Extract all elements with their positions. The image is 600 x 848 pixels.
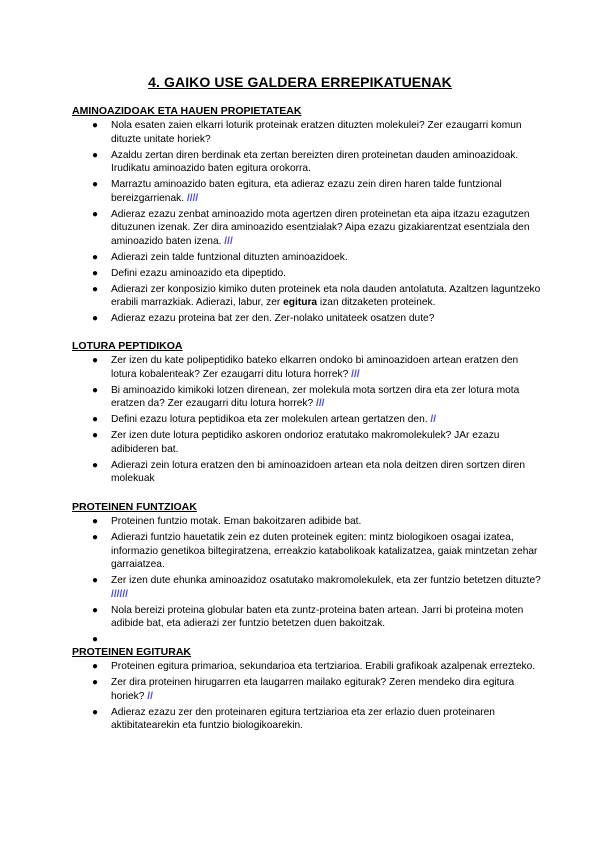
- section-lotura-peptidikoa: [72, 339, 542, 488]
- bold-term: egitura: [283, 297, 318, 309]
- bullet-icon: ●: [92, 267, 99, 279]
- question-list: [72, 119, 542, 326]
- bullet-icon: ●: [92, 604, 99, 616]
- list-item: [92, 706, 542, 733]
- question-text: Zer izen du kate polipeptidiko bateko elkarren ondoko bi aminoazidoen artean eratzen den lotura kobalenteak? Zer ezaugarri ditu lotura horrek?: [111, 355, 519, 380]
- list-item: [92, 515, 542, 529]
- list-item: [92, 149, 542, 176]
- question-text: Zer dira proteinen hirugarren eta laugarren mailako egiturak? Zeren mendeko dira egitura horiek?: [111, 676, 515, 702]
- frequency-mark: ///: [224, 235, 233, 247]
- bullet-icon: ●: [92, 414, 99, 426]
- list-item: [92, 413, 542, 427]
- section-heading: PROTEINEN FUNTZIOAK: [72, 501, 197, 513]
- bullet-icon: ●: [92, 355, 99, 366]
- frequency-mark: //: [147, 690, 153, 702]
- list-item: [92, 251, 542, 265]
- list-item: [92, 178, 542, 205]
- bullet-icon: ●: [92, 459, 99, 471]
- list-item: [92, 531, 542, 572]
- question-text: Proteinen funtzio motak. Eman bakoitzaren adibide bat.: [111, 516, 362, 527]
- section-proteinen-egiturak: [72, 645, 542, 735]
- list-item: [92, 459, 542, 486]
- bullet-icon: ●: [92, 634, 99, 646]
- bullet-icon: ●: [92, 251, 99, 263]
- list-item: [92, 384, 542, 411]
- bullet-icon: ●: [92, 120, 99, 131]
- section-heading: LOTURA PEPTIDIKOA: [72, 340, 183, 352]
- question-list: [72, 354, 542, 486]
- list-item: [92, 312, 542, 326]
- list-item: [92, 283, 542, 310]
- bullet-icon: ●: [92, 676, 99, 688]
- question-text: Azaldu zertan diren berdinak eta zertan bereizten diren proteinetan dauden aminoazidoak. Irudikatu aminoazido baten egitura orokorra.: [111, 149, 519, 175]
- question-text: Defini ezazu lotura peptidikoa eta zer molekulen artean gertatzen den.: [111, 414, 428, 426]
- page-title: 4. GAIKO USE GALDERA ERREPIKATUENAK: [148, 74, 452, 90]
- frequency-mark: //////: [111, 588, 128, 600]
- bullet-icon: ●: [92, 575, 99, 587]
- frequency-mark: ///: [351, 368, 360, 380]
- question-text: Adieraz ezazu proteina bat zer den. Zer-nolako unitateek osatzen dute?: [111, 313, 435, 325]
- list-item: [92, 660, 542, 674]
- question-text: Adierazi zein lotura eratzen den bi aminoazidoen artean eta nola deitzen diren sortzen diren molekuak: [111, 459, 525, 485]
- bullet-icon: ●: [92, 706, 99, 718]
- question-text: Marraztu aminoazido baten egitura, eta adieraz ezazu zein diren haren talde funtzional bereizgarrienak.: [111, 179, 502, 204]
- list-item: [92, 676, 542, 703]
- question-text: Adieraz ezazu zer den proteinaren egitura tertziarioa eta zer erlazio duen proteinaren aktibitatearekin eta funtzio biologikoarekin.: [111, 706, 495, 732]
- question-list: [72, 660, 542, 733]
- frequency-mark: ////: [186, 192, 199, 204]
- bullet-icon: ●: [92, 531, 99, 543]
- bullet-icon: ●: [92, 384, 99, 396]
- question-text: Zer izen dute lotura peptidiko askoren ondorioz eratutako makromolekulek? JAr ezazu adibideren bat.: [111, 430, 500, 455]
- bullet-icon: ●: [92, 149, 99, 161]
- list-item: [92, 267, 542, 281]
- frequency-mark: ///: [316, 398, 325, 410]
- list-item: [92, 208, 542, 249]
- question-text: Adieraz ezazu zenbat aminoazido mota agertzen diren proteinetan eta aipa itzazu ezagutzen dituzunen izenak. Zer dira aminoazido esentzialak? Aipa ezazu gizakiarentzat esentziala den aminoazido baten izena.: [111, 208, 530, 247]
- question-text: Defini ezazu aminoazido eta dipeptido.: [111, 267, 286, 279]
- question-text: Adierazi zein talde funtzional dituzten aminoazidoek.: [111, 251, 348, 263]
- bullet-icon: ●: [92, 661, 99, 672]
- question-text: izan ditzaketen proteinek.: [317, 297, 436, 309]
- bullet-icon: ●: [92, 313, 99, 325]
- question-list: [72, 515, 542, 647]
- question-text: Nola bereizi proteina globular baten eta zuntz-proteina baten artean. Jarri bi proteina moten adibide bat, eta adierazi zer funtzio betetzen duen bakoitzak.: [111, 604, 524, 630]
- question-text: Adierazi zer konposizio kimiko duten proteinek eta nola dauden antolatuta. Azaltzen laguntzeko erabili marrazkiak. Adierazi, labur, zer: [111, 283, 541, 309]
- list-item: [92, 119, 542, 146]
- section-aminoazidoak: [72, 104, 542, 328]
- frequency-mark: //: [430, 414, 437, 426]
- question-text: Zer izen dute ehunka aminoazidoz osatutako makromolekulek, eta zer funtzio betetzen dituzte?: [111, 575, 541, 587]
- list-item: [92, 604, 542, 631]
- list-item: [92, 429, 542, 456]
- bullet-icon: ●: [92, 283, 99, 295]
- question-text: Bi aminoazido kimikoki lotzen direnean, zer molekula mota sortzen dira eta zer lotura mota eratzen da? Zer ezaugarri ditu lotura horrek?: [111, 384, 520, 410]
- list-item: [92, 574, 542, 601]
- bullet-icon: ●: [92, 208, 99, 220]
- list-item: [92, 354, 542, 381]
- bullet-icon: ●: [92, 516, 99, 527]
- section-heading: AMINOAZIDOAK ETA HAUEN PROPIETATEAK: [72, 105, 302, 117]
- question-text: Nola esaten zaien elkarri loturik proteinak eratzen dituzten molekulei? Zer ezaugarri komun dituzte unitate horiek?: [111, 120, 522, 145]
- bullet-icon: ●: [92, 430, 99, 442]
- question-text: Adierazi funtzio hauetatik zein ez duten proteinek egiten: mintz biologikoen osagai izatea, informazio genetikoa biltegiratzena, erreakzio katabolikoak katalizatzea, gaiak mintzetan zehar garraiatzea.: [111, 531, 538, 571]
- section-heading: PROTEINEN EGITURAK: [72, 646, 192, 658]
- bullet-icon: ●: [92, 179, 99, 191]
- question-text: Proteinen egitura primarioa, sekundarioa eta tertziarioa. Erabili grafikoak azalpenak errezteko.: [111, 661, 536, 672]
- section-proteinen-funtzioak: [72, 500, 542, 649]
